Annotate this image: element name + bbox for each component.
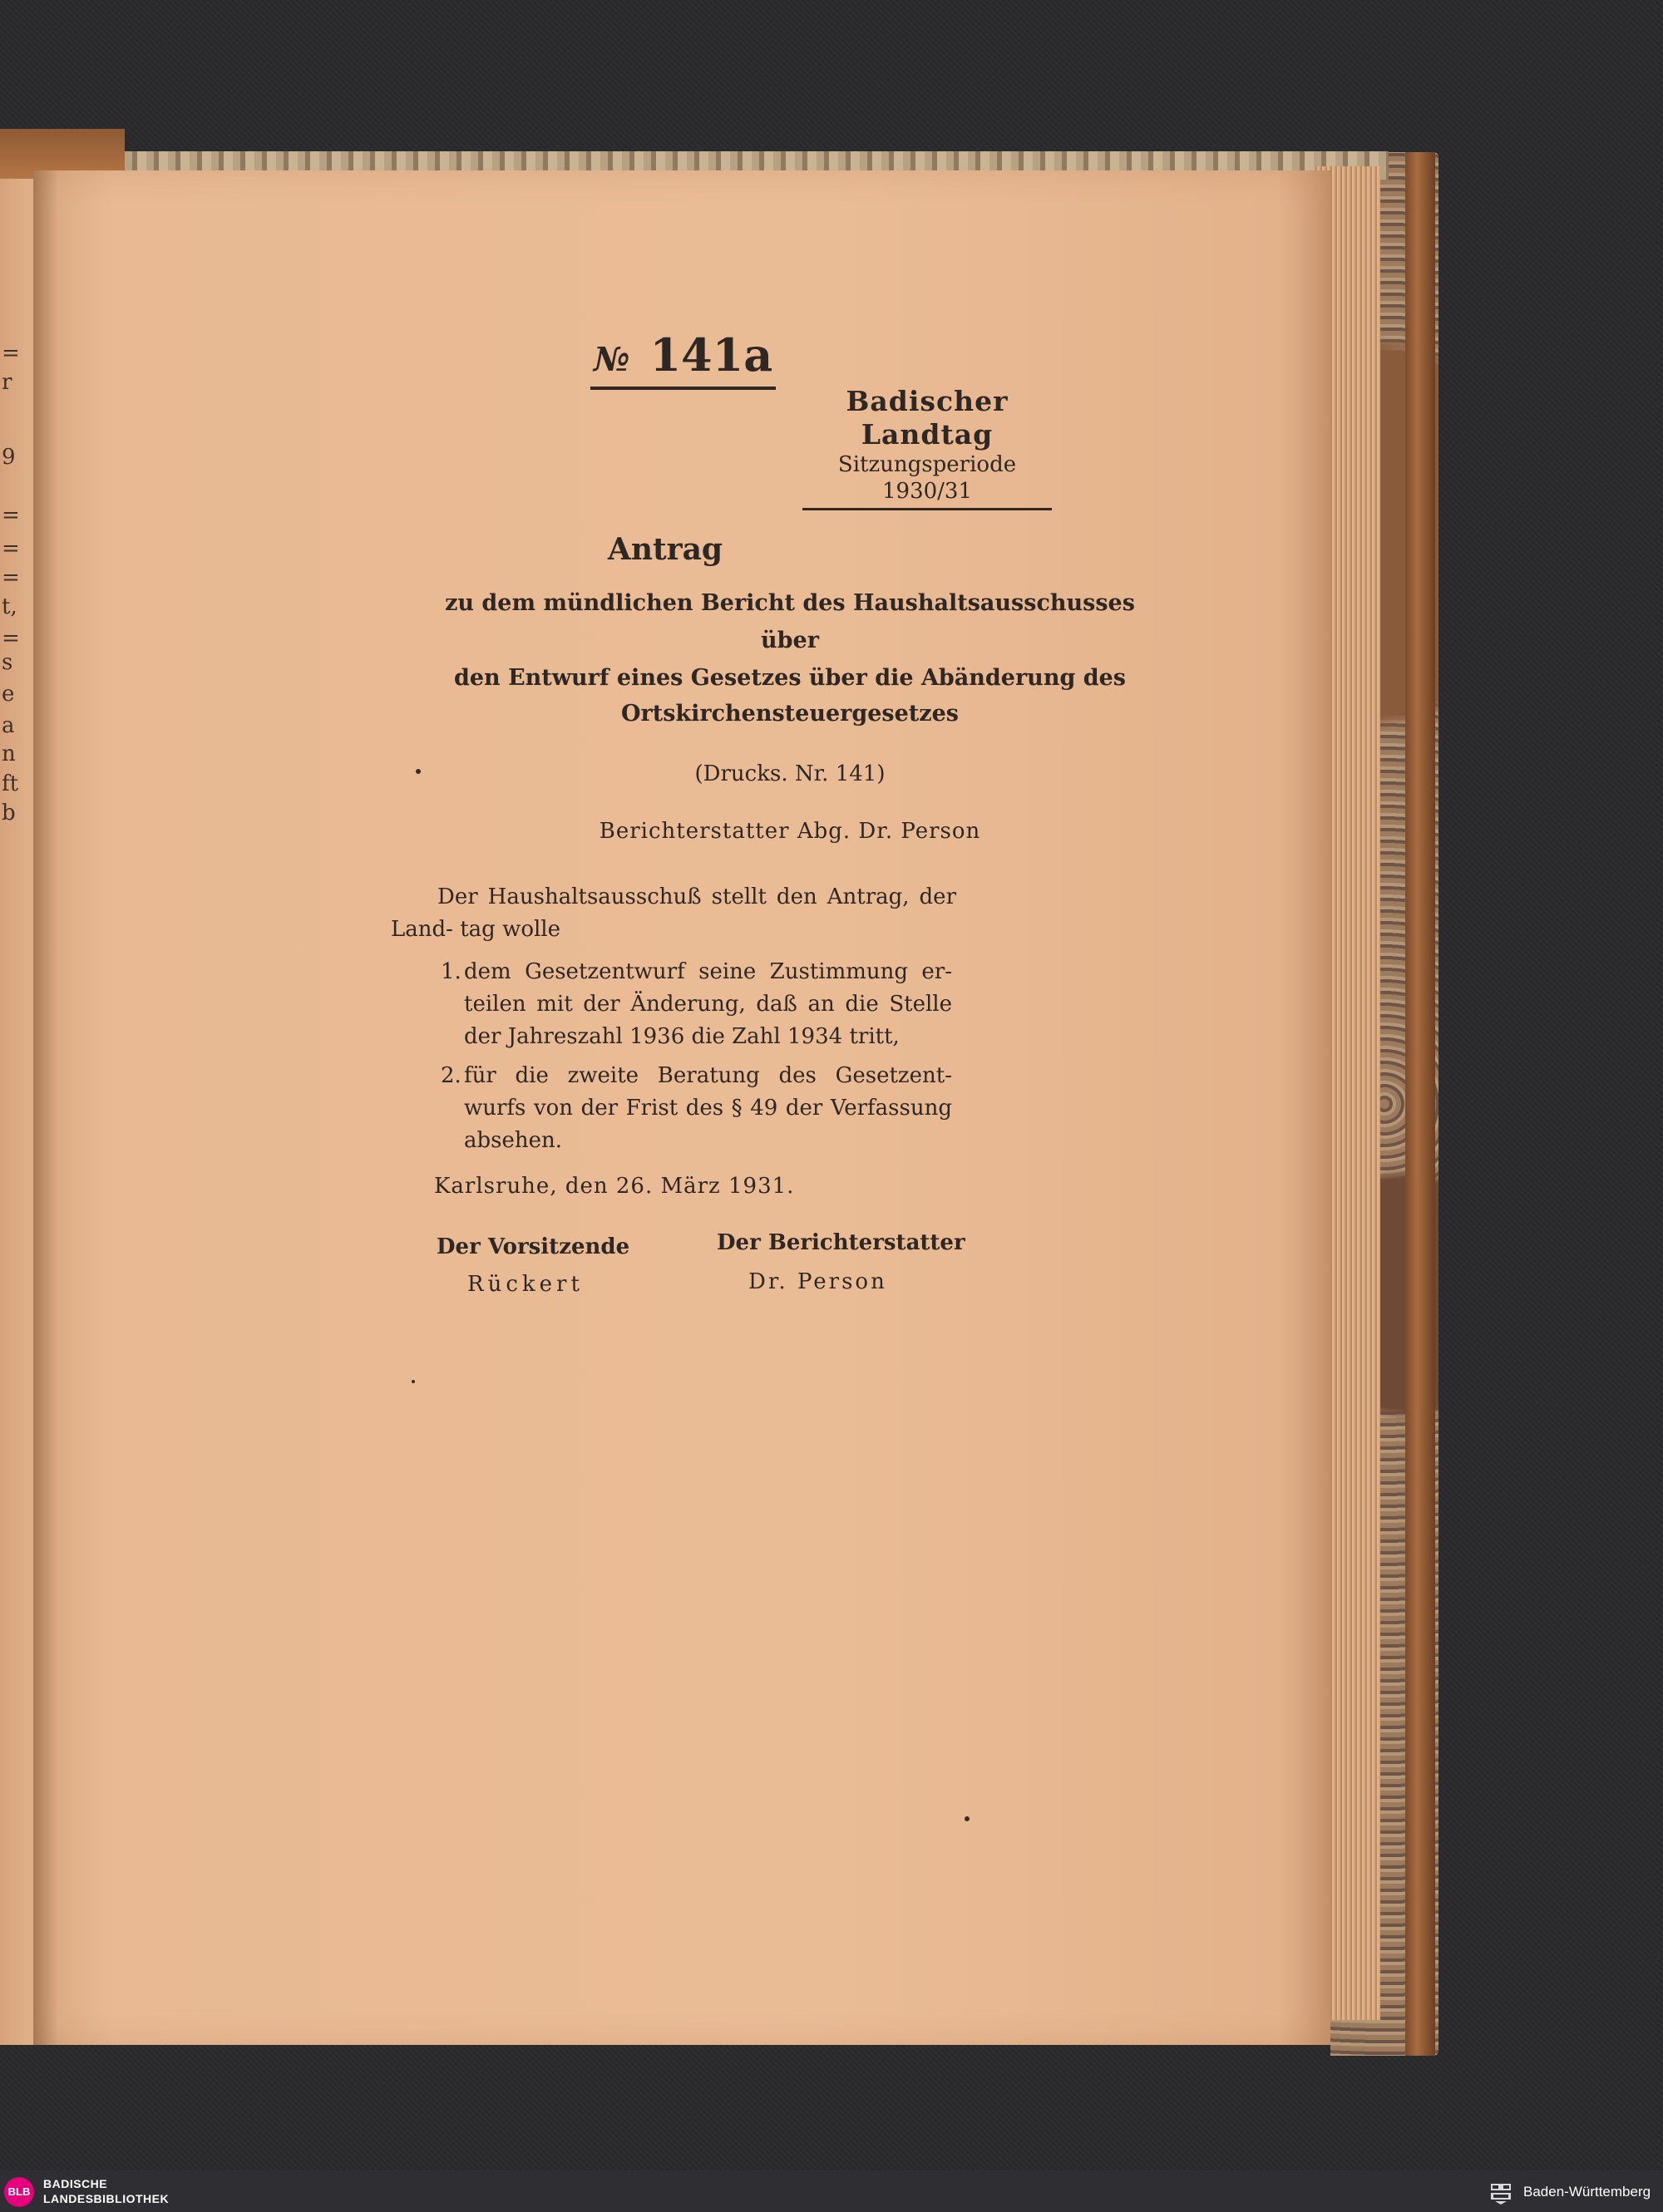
facing-page-fragment: =	[2, 536, 20, 561]
list-item	[441, 1060, 952, 1157]
number-sign: №	[594, 340, 630, 379]
landtag-stamp	[802, 385, 1052, 510]
stamp-line-1: Badischer Landtag	[846, 385, 1009, 451]
facing-page-fragment: e	[2, 682, 15, 707]
baden-wuerttemberg-crest-icon[interactable]	[1488, 2179, 1513, 2205]
signature-name-chair: Rückert	[467, 1272, 584, 1297]
list-item	[441, 956, 952, 1053]
document-number-value: 141a	[649, 328, 773, 382]
paper-speck	[412, 1380, 415, 1383]
document-heading: Antrag	[607, 532, 723, 567]
signature-title-rapporteur: Der Berichterstatter	[717, 1230, 965, 1255]
list-item-text: dem Gesetzentwurf seine Zustimmung er- teilen mit der Änderung, daß an die Stelle der Jahreszahl 1936 die Zahl 1934 tritt,	[464, 959, 952, 1049]
rapporteur-line: Berichterstatter Abg. Dr. Person	[599, 819, 981, 844]
facing-page-fragment: n	[2, 741, 16, 766]
facing-page-fragment: r	[2, 370, 12, 395]
subtitle-line-3: den Entwurf eines Gesetzes über die Abänderung des	[454, 665, 1126, 691]
stamp-line-3: 1930/31	[881, 479, 972, 504]
facing-page-fragment: s	[2, 650, 13, 675]
library-name-line-1: BADISCHE	[43, 2177, 108, 2190]
book-cover-leather-edge	[1405, 152, 1435, 2056]
facing-page-fragment: =	[2, 565, 20, 590]
subtitle-line-2: über	[761, 628, 819, 653]
stamp-line-2: Sitzungsperiode	[837, 452, 1017, 477]
library-name-line-2: LANDESBIBLIOTHEK	[43, 2192, 170, 2205]
viewer-footer	[0, 2170, 1663, 2212]
facing-page-fragment: =	[2, 341, 20, 366]
state-name[interactable]: Baden-Württemberg	[1523, 2184, 1651, 2200]
signature-name-rapporteur: Dr. Person	[748, 1269, 887, 1294]
place-and-date: Karlsruhe, den 26. März 1931.	[434, 1174, 795, 1199]
page-gutter-shadow	[33, 170, 58, 2045]
facing-page-fragment: a	[2, 713, 15, 738]
library-name	[43, 2176, 169, 2206]
blb-logo-icon[interactable]: BLB	[4, 2177, 34, 2207]
drucksache-reference: (Drucks. Nr. 141)	[694, 761, 886, 786]
signature-title-chair: Der Vorsitzende	[437, 1234, 630, 1259]
paper-speck	[416, 769, 421, 774]
facing-page-fragment: ft	[2, 771, 19, 796]
list-item-text: für die zweite Beratung des Gesetzent- wurfs von der Frist des § 49 der Verfassung absehen.	[464, 1063, 952, 1153]
subtitle-line-1: zu dem mündlichen Bericht des Haushaltsausschusses	[445, 590, 1135, 616]
list-item-number: 2.	[441, 1063, 461, 1088]
list-item-number: 1.	[441, 959, 461, 984]
intro-paragraph: Der Haushaltsausschuß stellt den Antrag, der Land- tag wolle	[391, 884, 956, 942]
facing-page-fragment: 9	[2, 445, 16, 470]
paper-speck	[965, 1816, 970, 1821]
facing-page-fragment: =	[2, 626, 20, 651]
facing-page-fragment: t,	[2, 594, 17, 619]
document-number	[590, 328, 776, 390]
subtitle-line-4: Ortskirchensteuergesetzes	[621, 701, 959, 727]
facing-page-fragment: b	[2, 801, 16, 825]
facing-page-fragment: =	[2, 503, 20, 528]
